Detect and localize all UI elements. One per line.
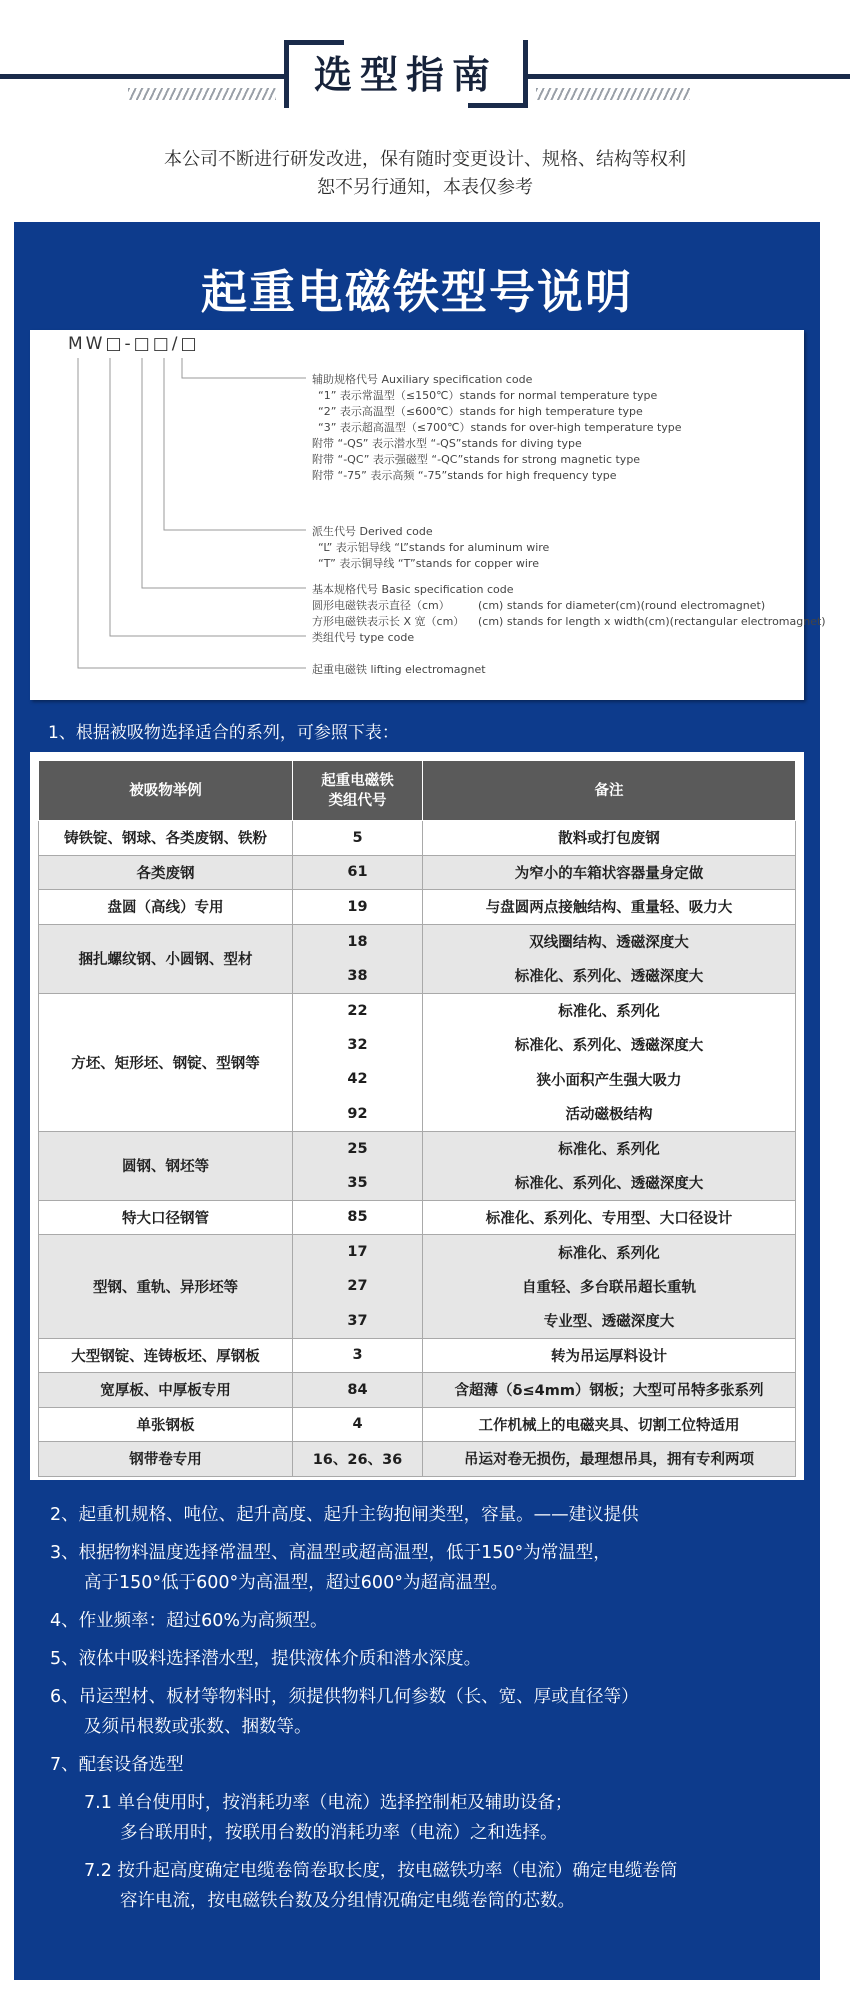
col-header-code: 起重电磁铁 类组代号	[293, 761, 423, 821]
selection-table-card	[30, 752, 804, 1480]
cell-code: 4	[293, 1407, 423, 1442]
note-7: 7、配套设备选型	[50, 1755, 184, 1775]
col-header-material: 被吸物举例	[39, 761, 293, 821]
cell-material: 铸铁锭、钢球、各类废钢、铁粉	[39, 821, 293, 856]
aux-line: “3” 表示超高温型（≤700℃）stands for over-high temperature type	[318, 421, 682, 434]
cell-code: 61	[293, 855, 423, 890]
cell-remark: 为窄小的车箱状容器量身定做	[423, 855, 796, 890]
aux-line: 辅助规格代号 Auxiliary specification code	[312, 373, 533, 386]
note-3-line-1: 3、根据物料温度选择常温型、高温型或超高温型，低于150°为常温型，	[50, 1543, 611, 1563]
note-5: 5、液体中吸料选择潜水型，提供液体介质和潜水深度。	[50, 1649, 482, 1669]
cell-material: 盘圆（高线）专用	[39, 890, 293, 925]
cell-code: 32	[293, 1028, 423, 1063]
note-7-2-line-1: 7.2 按升起高度确定电缆卷筒卷取长度，按电磁铁功率（电流）确定电缆卷筒	[84, 1861, 678, 1881]
cell-code: 3	[293, 1338, 423, 1373]
cell-remark: 与盘圆两点接触结构、重量轻、吸力大	[423, 890, 796, 925]
cell-remark: 专业型、透磁深度大	[423, 1304, 796, 1339]
cell-material: 单张钢板	[39, 1407, 293, 1442]
header-rule-left	[0, 74, 284, 79]
col-header-remark: 备注	[423, 761, 796, 821]
cell-remark: 工作机械上的电磁夹具、切割工位特适用	[423, 1407, 796, 1442]
cell-material: 圆钢、钢坯等	[39, 1131, 293, 1200]
table-row	[39, 1338, 796, 1373]
cell-code: 84	[293, 1373, 423, 1408]
cell-material: 宽厚板、中厚板专用	[39, 1373, 293, 1408]
disclaimer-notice	[0, 146, 850, 202]
cell-remark: 吊运对卷无损伤，最理想吊具，拥有专利两项	[423, 1442, 796, 1477]
notice-line-2: 恕不另行通知，本表仅参考	[317, 177, 533, 198]
cell-code: 37	[293, 1304, 423, 1339]
note-4: 4、作业频率：超过60%为高频型。	[50, 1611, 328, 1631]
aux-line: “1” 表示常温型（≤150℃）stands for normal temperature type	[318, 389, 658, 402]
lifting-magnet-desc: 起重电磁铁 lifting electromagnet	[312, 663, 486, 676]
cell-material: 大型钢锭、连铸板坯、厚钢板	[39, 1338, 293, 1373]
basic-line: 基本规格代号 Basic specification code	[312, 583, 514, 596]
table-row	[39, 821, 796, 856]
type-code-desc: 类组代号 type code	[312, 631, 415, 644]
cell-material: 捆扎螺纹钢、小圆钢、型材	[39, 924, 293, 993]
cell-code: 92	[293, 1097, 423, 1132]
basic-line: 圆形电磁铁表示直径（cm） (cm) stands for diameter(cm)(round electromagnet)	[312, 599, 766, 612]
aux-line: “2” 表示高温型（≤600℃）stands for high temperature type	[318, 405, 643, 418]
panel-title: 起重电磁铁型号说明	[201, 265, 633, 319]
cell-remark: 标准化、系列化	[423, 993, 796, 1028]
cell-remark: 狭小面积产生强大吸力	[423, 1062, 796, 1097]
table-row	[39, 1442, 796, 1477]
cell-material: 特大口径钢管	[39, 1200, 293, 1235]
cell-code: 22	[293, 993, 423, 1028]
cell-code: 85	[293, 1200, 423, 1235]
cell-material: 钢带卷专用	[39, 1442, 293, 1477]
table-row	[39, 890, 796, 925]
model-code-diagram	[30, 330, 826, 700]
derived-line: 派生代号 Derived code	[312, 525, 433, 538]
note-7-1-line-2: 多台联用时，按联用台数的消耗功率（电流）之和选择。	[120, 1823, 558, 1843]
note-3-line-2: 高于150°低于600°为高温型，超过600°为超高温型。	[84, 1573, 508, 1593]
cell-code: 17	[293, 1235, 423, 1270]
cell-remark: 标准化、系列化、透磁深度大	[423, 959, 796, 994]
table-row	[39, 993, 796, 1028]
cell-remark: 含超薄（δ≤4mm）钢板；大型可吊特多张系列	[423, 1373, 796, 1408]
notice-line-1: 本公司不断进行研发改进，保有随时变更设计、规格、结构等权利	[164, 149, 686, 170]
note-7-1-line-1: 7.1 单台使用时，按消耗功率（电流）选择控制柜及辅助设备；	[84, 1793, 573, 1813]
table-row	[39, 1131, 796, 1166]
cell-remark: 标准化、系列化、透磁深度大	[423, 1028, 796, 1063]
aux-spec-desc	[312, 372, 682, 484]
cell-code: 5	[293, 821, 423, 856]
table-row	[39, 1373, 796, 1408]
derived-line: “T” 表示铜导线 “T”stands for copper wire	[318, 557, 539, 570]
cell-material: 方坯、矩形坯、钢锭、型钢等	[39, 993, 293, 1131]
cell-remark: 标准化、系列化	[423, 1235, 796, 1270]
cell-code: 35	[293, 1166, 423, 1201]
table-row	[39, 1407, 796, 1442]
selection-notes	[50, 1500, 677, 1916]
cell-code: 25	[293, 1131, 423, 1166]
selection-table	[38, 760, 796, 1477]
header-hatch-left	[128, 88, 276, 100]
cell-remark: 转为吊运厚料设计	[423, 1338, 796, 1373]
note-7-2-line-2: 容许电流，按电磁铁台数及分组情况确定电缆卷筒的芯数。	[120, 1891, 575, 1911]
header-hatch-right	[536, 88, 690, 100]
page-header	[0, 0, 850, 198]
table-row	[39, 924, 796, 959]
basic-spec-desc	[312, 582, 826, 630]
cell-code: 42	[293, 1062, 423, 1097]
cell-remark: 标准化、系列化	[423, 1131, 796, 1166]
cell-code: 16、26、36	[293, 1442, 423, 1477]
aux-line: 附带 “-75” 表示高频 “-75”stands for high frequency type	[312, 469, 617, 482]
note-6-line-1: 6、吊运型材、板材等物料时，须提供物料几何参数（长、宽、厚或直径等）	[50, 1687, 639, 1707]
page-title: 选型指南	[313, 53, 498, 97]
table-row	[39, 1200, 796, 1235]
cell-material: 型钢、重轨、异形坯等	[39, 1235, 293, 1339]
cell-code: 19	[293, 890, 423, 925]
cell-remark: 散料或打包废钢	[423, 821, 796, 856]
table-header-row	[39, 761, 796, 821]
cell-remark: 自重轻、多台联吊超长重轨	[423, 1269, 796, 1304]
model-code: MW□-□□/□	[68, 334, 200, 354]
cell-remark: 标准化、系列化、专用型、大口径设计	[423, 1200, 796, 1235]
basic-line: 方形电磁铁表示长 X 宽（cm） (cm) stands for length x width(cm)(rectangular electromagnet)	[312, 615, 826, 628]
selection-intro: 1、根据被吸物选择适合的系列，可参照下表：	[48, 723, 399, 743]
aux-line: 附带 “-QC” 表示强磁型 “-QC”stands for strong magnetic type	[312, 453, 641, 466]
table-row	[39, 855, 796, 890]
cell-material: 各类废钢	[39, 855, 293, 890]
cell-remark: 活动磁极结构	[423, 1097, 796, 1132]
cell-code: 38	[293, 959, 423, 994]
aux-line: 附带 “-QS” 表示潜水型 “-QS”stands for diving type	[312, 437, 582, 450]
derived-code-desc	[312, 524, 549, 572]
derived-line: “L” 表示铝导线 “L”stands for aluminum wire	[318, 541, 550, 554]
header-rule-right	[528, 74, 850, 79]
note-6-line-2: 及须吊根数或张数、捆数等。	[84, 1717, 312, 1737]
cell-code: 27	[293, 1269, 423, 1304]
table-row	[39, 1235, 796, 1270]
cell-remark: 双线圈结构、透磁深度大	[423, 924, 796, 959]
note-2: 2、起重机规格、吨位、起升高度、起升主钩抱闸类型，容量。——建议提供	[50, 1505, 639, 1525]
cell-remark: 标准化、系列化、透磁深度大	[423, 1166, 796, 1201]
cell-code: 18	[293, 924, 423, 959]
model-guide-panel	[14, 222, 826, 1980]
